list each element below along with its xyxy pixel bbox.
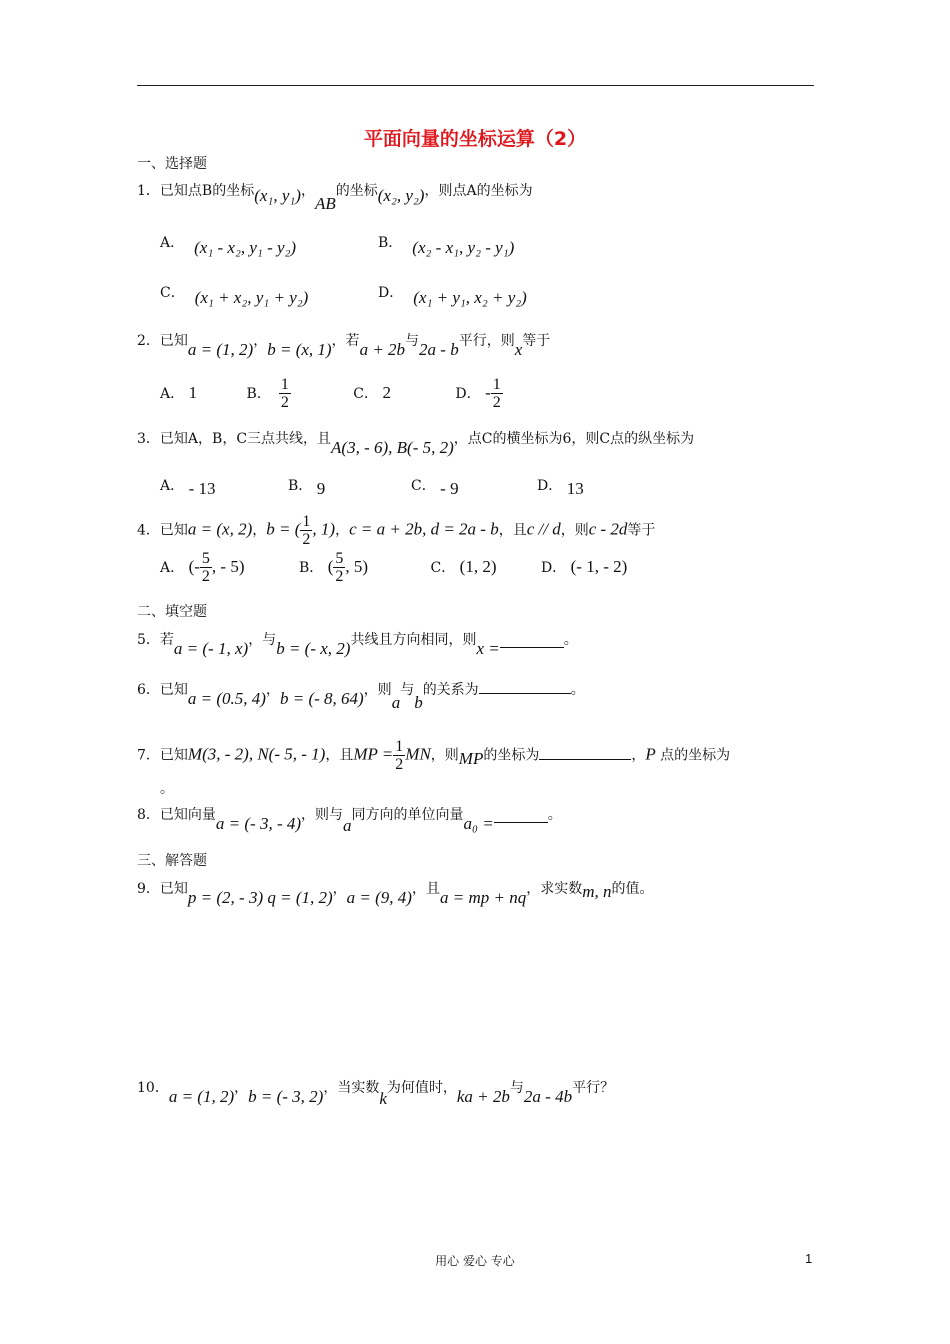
q7-den: 2 bbox=[395, 756, 404, 773]
q1-option-b-value: (x₂ - x₁, y₂ - y₁) bbox=[412, 238, 515, 257]
q5-text: 若 bbox=[159, 632, 174, 648]
q6-number: 6． bbox=[137, 682, 160, 698]
question-1 bbox=[137, 180, 533, 213]
question-4 bbox=[137, 513, 655, 548]
q7-math-mp: MP = bbox=[353, 744, 394, 764]
q1-option-d-label: D． bbox=[378, 285, 404, 301]
q1-math-b: (x₁, y₁) bbox=[254, 186, 301, 205]
question-7 bbox=[137, 738, 730, 773]
q2-option-c-value: 2 bbox=[382, 382, 391, 402]
q3-math-points: A(3, - 6), B(- 5, 2) bbox=[331, 438, 454, 457]
q4-option-d[interactable] bbox=[540, 556, 628, 576]
q1-comma: ， bbox=[300, 183, 315, 199]
q4-math-b-start: b = ( bbox=[266, 519, 301, 539]
q4-a-end: , - 5) bbox=[211, 556, 245, 576]
q6-answer-blank[interactable] bbox=[479, 693, 571, 694]
q2-b-den: 2 bbox=[280, 394, 289, 411]
q4-option-b-den: 2 bbox=[335, 568, 344, 585]
q5-answer-blank[interactable] bbox=[500, 647, 564, 648]
page-number: 1 bbox=[805, 1251, 813, 1266]
q10-comma: ， bbox=[234, 1080, 249, 1096]
q5-math-a: a = (- 1, x) bbox=[173, 639, 249, 658]
q8-math-a-var: a bbox=[343, 816, 352, 835]
q2-d-sign: - bbox=[485, 382, 491, 402]
q1-option-b[interactable] bbox=[378, 232, 515, 257]
q10-text-3: 与 bbox=[509, 1080, 524, 1096]
q2-options bbox=[160, 376, 503, 411]
q1-option-a[interactable] bbox=[160, 232, 297, 257]
q1-option-c-value: (x₁ + x₂, y₁ + y₂) bbox=[194, 288, 309, 307]
q4-option-c-value: (1, 2) bbox=[459, 556, 497, 576]
q9-math-a: a = (9, 4) bbox=[346, 888, 412, 907]
q2-option-b-frac bbox=[279, 376, 291, 411]
q4-option-a-label: A． bbox=[160, 559, 185, 576]
q3-number: 3． bbox=[137, 431, 160, 447]
q7-math-mp-2: MP bbox=[458, 748, 484, 768]
q2-option-a-value: 1 bbox=[188, 382, 198, 402]
q4-option-c-label: C． bbox=[430, 559, 456, 576]
q1-math-ab-coord: (x₂, y₂) bbox=[377, 186, 425, 205]
q6-math-a: a = (0.5, 4) bbox=[187, 689, 266, 708]
q4-comma-2: ， bbox=[335, 522, 350, 539]
section-heading-fill: 二、填空题 bbox=[137, 604, 207, 620]
q4-math-a: a = (x, 2) bbox=[187, 519, 253, 539]
q7-text-4: 的坐标为 bbox=[483, 747, 540, 764]
q2-option-d-frac bbox=[491, 376, 503, 411]
q1-option-a-value: (x₁ - x₂, y₁ - y₂) bbox=[194, 238, 297, 257]
q7-math-frac bbox=[393, 738, 405, 773]
q4-option-b-frac bbox=[333, 550, 345, 585]
q3-option-b-value: 9 bbox=[316, 479, 326, 498]
q10-math-expr-1: ka + 2b bbox=[456, 1087, 510, 1106]
q4-math-expr: c - 2d bbox=[588, 519, 628, 539]
q4-option-a[interactable] bbox=[160, 550, 245, 585]
q9-text: 已知 bbox=[159, 881, 188, 897]
q2-text-4: 平行，则 bbox=[458, 333, 515, 349]
q8-text-3: 同方向的单位向量 bbox=[351, 807, 464, 823]
q6-math-b-var: b bbox=[414, 693, 423, 712]
q1-option-d-value: (x₁ + y₁, x₂ + y₂) bbox=[413, 288, 527, 307]
question-3 bbox=[137, 428, 695, 457]
q3-option-b-label: B． bbox=[288, 478, 313, 494]
q10-math-b: b = (- 3, 2) bbox=[248, 1087, 324, 1106]
q5-math-b: b = (- x, 2) bbox=[276, 639, 351, 658]
q9-text-2: ，且 bbox=[411, 881, 440, 897]
q2-math-sum: a + 2b bbox=[359, 340, 406, 359]
q4-option-d-value: (- 1, - 2) bbox=[570, 556, 628, 576]
q3-option-d-label: D． bbox=[537, 478, 563, 494]
q4-a-frac bbox=[200, 550, 212, 585]
q3-option-c[interactable] bbox=[411, 475, 459, 498]
q6-text-3: 与 bbox=[400, 682, 415, 698]
q4-a-den: 2 bbox=[201, 568, 210, 585]
q4-option-b[interactable] bbox=[298, 550, 369, 585]
q2-math-b: b = (x, 1) bbox=[267, 340, 332, 359]
q4-a-num: 5 bbox=[201, 550, 210, 567]
q8-text-2: ，则与 bbox=[301, 807, 344, 823]
q2-option-d-label: D． bbox=[455, 385, 481, 402]
q3-option-d[interactable] bbox=[537, 475, 584, 498]
q3-option-a-value: - 13 bbox=[188, 479, 216, 498]
q6-text: 已知 bbox=[159, 682, 188, 698]
question-2 bbox=[137, 330, 551, 359]
q7-text: 已知 bbox=[159, 747, 188, 764]
q4-text-2: ，且 bbox=[498, 522, 527, 539]
q8-answer-blank[interactable] bbox=[494, 822, 548, 823]
section-heading-solve: 三、解答题 bbox=[137, 853, 207, 869]
q4-text: 已知 bbox=[159, 522, 188, 539]
q2-text: 已知 bbox=[159, 333, 188, 349]
q6-math-b: b = (- 8, 64) bbox=[279, 689, 364, 708]
q4-option-c[interactable] bbox=[430, 556, 497, 576]
q9-comma: ， bbox=[332, 881, 347, 897]
q5-text-2: ，与 bbox=[248, 632, 277, 648]
q6-comma: ， bbox=[265, 682, 280, 698]
q2-text-5: 等于 bbox=[522, 333, 551, 349]
q5-text-3: 共线且方向相同，则 bbox=[350, 632, 477, 648]
q4-text-3: ，则 bbox=[560, 522, 589, 539]
q3-text-2: ，点C的横坐标为6，则C点的纵坐标为 bbox=[453, 431, 695, 447]
q2-text-3: 与 bbox=[405, 333, 420, 349]
q3-option-c-label: C． bbox=[411, 478, 436, 494]
q5-number: 5． bbox=[137, 632, 160, 648]
q6-math-a-var: a bbox=[391, 693, 401, 712]
q2-option-c[interactable] bbox=[353, 382, 391, 402]
question-8 bbox=[137, 804, 562, 835]
q1-text-2: 的坐标 bbox=[335, 183, 378, 199]
q2-d-den: 2 bbox=[492, 394, 501, 411]
q5-math-x: x = bbox=[476, 639, 500, 658]
q2-b-num: 1 bbox=[280, 376, 289, 393]
q4-math-b-end: , 1) bbox=[312, 519, 336, 539]
q1-option-a-label: A． bbox=[160, 235, 185, 251]
header-rule bbox=[137, 85, 814, 86]
q3-option-b[interactable] bbox=[288, 475, 326, 498]
page-title: 平面向量的坐标运算（2） bbox=[363, 128, 587, 150]
q7-math-p: P bbox=[645, 744, 656, 764]
q6-end: 。 bbox=[570, 682, 585, 698]
q7-answer-blank-mp[interactable] bbox=[539, 759, 631, 760]
q7-math-points: M(3, - 2), N(- 5, - 1) bbox=[187, 744, 326, 764]
q2-option-b[interactable] bbox=[246, 376, 291, 411]
q3-option-d-value: 13 bbox=[566, 479, 584, 498]
q1-text: 已知点B的坐标 bbox=[159, 183, 255, 199]
q3-option-a-label: A． bbox=[160, 478, 185, 494]
q7-number: 7． bbox=[137, 747, 160, 764]
q9-math-pq: p = (2, - 3) q = (1, 2) bbox=[187, 888, 333, 907]
section-heading-choice: 一、选择题 bbox=[137, 156, 207, 172]
q10-math-a: a = (1, 2) bbox=[168, 1087, 235, 1106]
q7-comma: ， bbox=[631, 747, 646, 764]
q2-text-2: ，若 bbox=[331, 333, 360, 349]
q10-number: 10． bbox=[137, 1080, 169, 1096]
q1-option-c[interactable] bbox=[160, 282, 309, 307]
q3-option-c-value: - 9 bbox=[440, 479, 459, 498]
q10-text-2: 为何值时， bbox=[386, 1080, 457, 1096]
q4-option-b-num: 5 bbox=[335, 550, 344, 567]
q8-end: 。 bbox=[547, 807, 562, 823]
question-5 bbox=[137, 629, 578, 658]
q8-number: 8． bbox=[137, 807, 160, 823]
q4-text-4: 等于 bbox=[627, 522, 656, 539]
q4-number: 4． bbox=[137, 522, 160, 539]
q7-text-3: ，则 bbox=[430, 747, 459, 764]
q2-option-a[interactable] bbox=[160, 382, 198, 402]
q4-b-den: 2 bbox=[302, 531, 311, 548]
q4-options bbox=[160, 550, 627, 585]
q10-text: ，当实数 bbox=[323, 1080, 380, 1096]
q2-number: 2． bbox=[137, 333, 160, 349]
q6-text-2: ，则 bbox=[363, 682, 392, 698]
q7-math-mn: MN bbox=[405, 744, 431, 764]
q1-number: 1． bbox=[137, 183, 160, 199]
q2-option-d[interactable] bbox=[455, 376, 502, 411]
q9-text-3: ，求实数 bbox=[526, 881, 583, 897]
q4-math-parallel: c // d bbox=[526, 519, 561, 539]
question-6 bbox=[137, 679, 585, 712]
q4-option-d-label: D． bbox=[540, 559, 567, 576]
q1-math-ab: AB bbox=[314, 194, 336, 213]
q4-b-num: 1 bbox=[302, 513, 311, 530]
q4-b-end: , 5) bbox=[345, 556, 369, 576]
q7-num: 1 bbox=[395, 738, 404, 755]
q8-math-a: a = (- 3, - 4) bbox=[215, 814, 302, 833]
page-footer: 用心 爱心 专心 bbox=[435, 1254, 515, 1268]
question-9 bbox=[137, 878, 654, 907]
q9-math-mn: m, n bbox=[582, 882, 612, 901]
q10-math-expr-2: 2a - 4b bbox=[523, 1087, 573, 1106]
q5-end: 。 bbox=[563, 632, 578, 648]
q3-option-a[interactable] bbox=[160, 475, 216, 498]
q2-math-a: a = (1, 2) bbox=[187, 340, 254, 359]
q4-option-b-label: B． bbox=[298, 559, 324, 576]
q10-math-k: k bbox=[379, 1089, 387, 1108]
q8-text: 已知向量 bbox=[159, 807, 216, 823]
q9-text-4: 的值。 bbox=[611, 881, 654, 897]
q4-b-start: ( bbox=[327, 556, 334, 576]
q6-text-4: 的关系为 bbox=[422, 682, 479, 698]
q9-math-eq: a = mp + nq bbox=[439, 888, 527, 907]
q4-a-start: (- bbox=[188, 556, 200, 576]
q2-option-b-label: B． bbox=[246, 385, 271, 402]
q7-text-6: 点的坐标为 bbox=[655, 747, 731, 764]
q1-option-c-label: C． bbox=[160, 285, 185, 301]
q2-comma: ， bbox=[253, 333, 268, 349]
q4-comma: ， bbox=[252, 522, 267, 539]
q1-option-d[interactable] bbox=[378, 282, 527, 307]
q4-math-b-frac bbox=[300, 513, 312, 548]
q9-number: 9． bbox=[137, 881, 160, 897]
q10-text-4: 平行？ bbox=[572, 1080, 615, 1096]
q1-option-b-label: B． bbox=[378, 235, 403, 251]
q8-math-a0: a₀ = bbox=[463, 814, 494, 833]
q3-text: 已知A，B，C三点共线，且 bbox=[159, 431, 332, 447]
question-10 bbox=[137, 1077, 615, 1108]
q2-math-diff: 2a - b bbox=[419, 340, 459, 359]
q4-math-cd: c = a + 2b, d = 2a - b bbox=[349, 519, 499, 539]
q7-text-2: ，且 bbox=[325, 747, 354, 764]
q2-d-num: 1 bbox=[492, 376, 501, 393]
q2-option-c-label: C． bbox=[353, 385, 378, 402]
q7-end: 。 bbox=[160, 781, 174, 797]
q2-math-x: x bbox=[514, 340, 523, 359]
q2-option-a-label: A． bbox=[160, 385, 185, 402]
q1-text-3: ，则点A的坐标为 bbox=[424, 183, 533, 199]
